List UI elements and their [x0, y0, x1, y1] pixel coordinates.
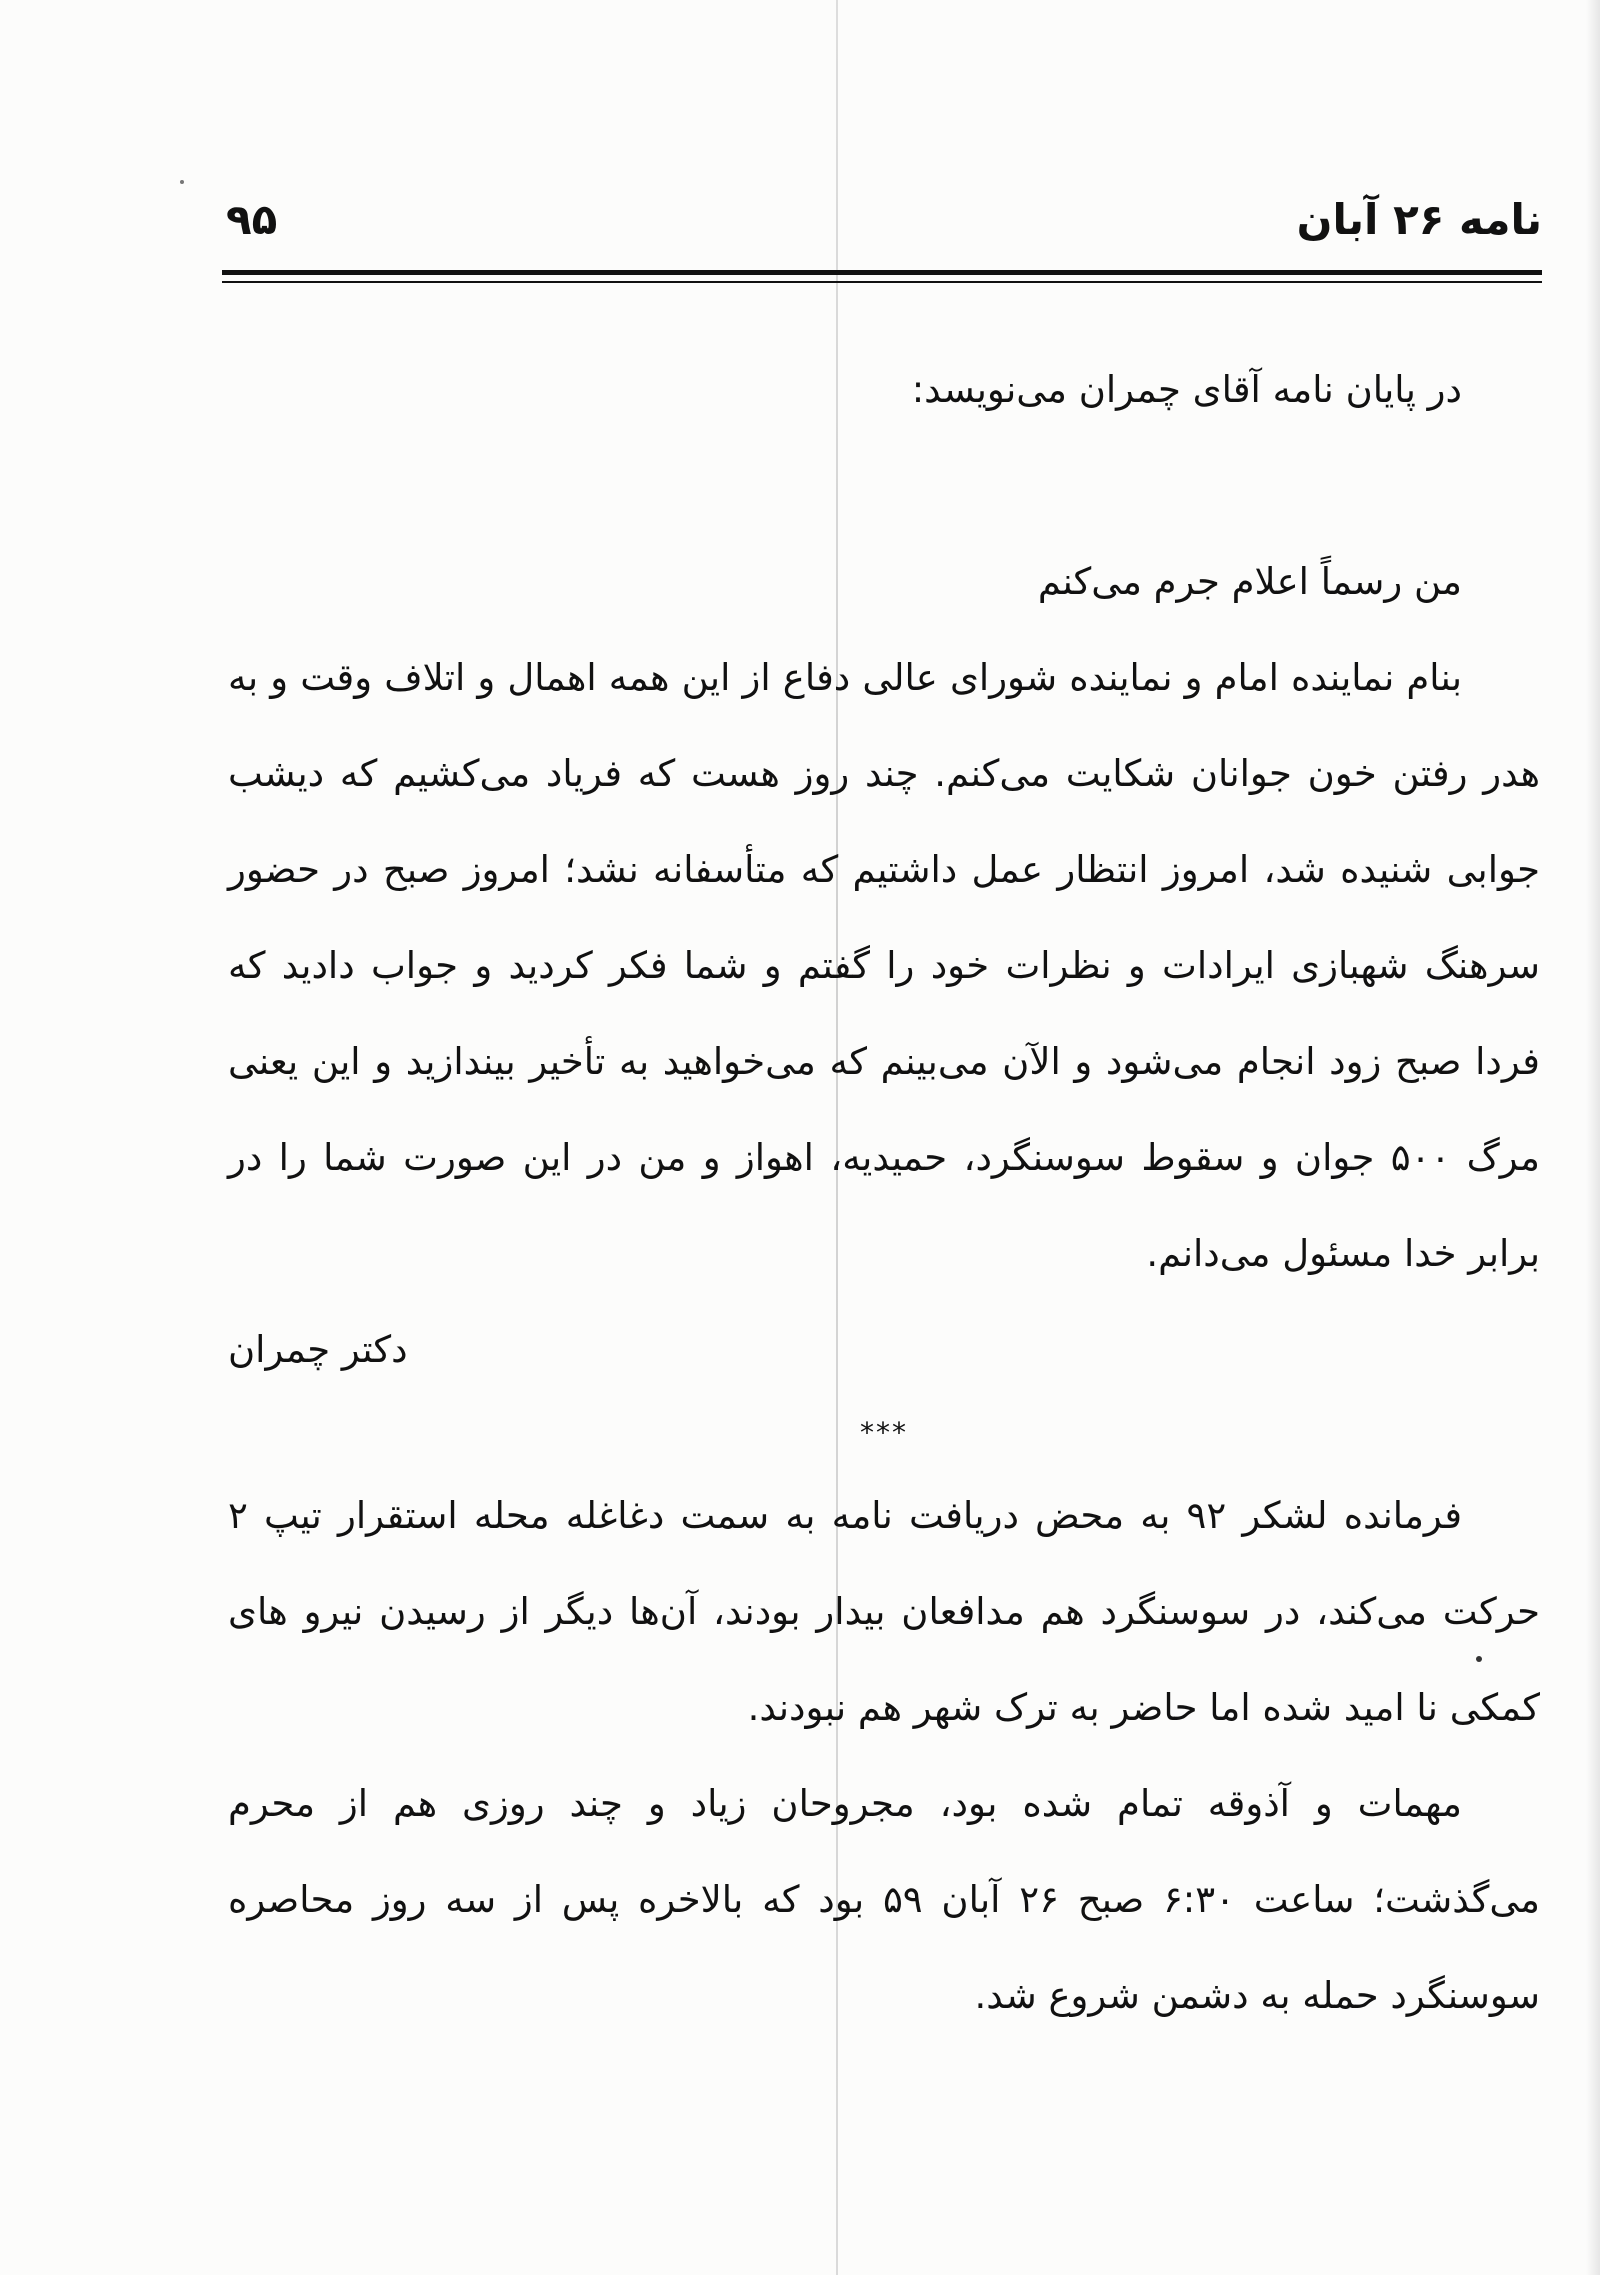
letter-opening: من رسماً اعلام جرم می‌کنم: [1037, 560, 1462, 603]
header-rule-thin: [222, 281, 1542, 283]
header-rule-thick: [222, 270, 1542, 275]
narrative-paragraph-1: فرمانده لشکر ۹۲ به محض دریافت نامه به سمت دغاغله محله استقرار تیپ ۲ حرکت می‌کند، در سوسنگرد هم مدافعان بیدار بودند، آن‌ها دیگر از رسیدن نیرو های کمکی نا امید شده اما حاضر به ترک شهر هم نبودند.: [228, 1494, 1540, 1729]
page-edge-shadow: [1586, 0, 1600, 2275]
scan-speck: [180, 180, 184, 184]
intro-line: در پایان نامه آقای چمران می‌نویسد:: [911, 368, 1462, 411]
page-number: ۹۵: [226, 195, 278, 244]
narrative-paragraph-2: مهمات و آذوقه تمام شده بود، مجروحان زیاد و چند روزی هم از محرم می‌گذشت؛ ساعت ۶:۳۰ صبح ۲۶ آبان ۵۹ بود که بالاخره پس از سه روز محاصره سوسنگرد حمله به دشمن شروع شد.: [228, 1782, 1541, 2017]
scan-speck: [1476, 1656, 1482, 1662]
letter-body: بنام نماینده امام و نماینده شورای عالی دفاع از این همه اهمال و اتلاف وقت و به هدر رفتن خون جوانان شکایت می‌کنم. چند روز هست که فریاد می‌کشیم که دیشب جوابی شنیده شد، امروز انتظار عمل داشتیم که متأسفانه نشد؛ امروز صبح در حضور سرهنگ شهبازی ایرادات و نظرات خود را گفتم و شما فکر کردید و جواب دادید که فردا صبح زود انجام می‌شود و الآن می‌بینم که می‌خواهید به تأخیر بیندازید و این یعنی مرگ ۵۰۰ جوان و سقوط سوسنگرد، حمیدیه، اهواز و من در این صورت شما را در برابر خدا مسئول می‌دانم.: [228, 656, 1540, 1275]
page-content: [228, 342, 1540, 2044]
running-header: [222, 190, 1542, 280]
letter-signature: دکتر چمران: [228, 1328, 408, 1371]
section-separator: ***: [860, 1416, 908, 1449]
header-title: نامه ۲۶ آبان: [1296, 195, 1542, 244]
